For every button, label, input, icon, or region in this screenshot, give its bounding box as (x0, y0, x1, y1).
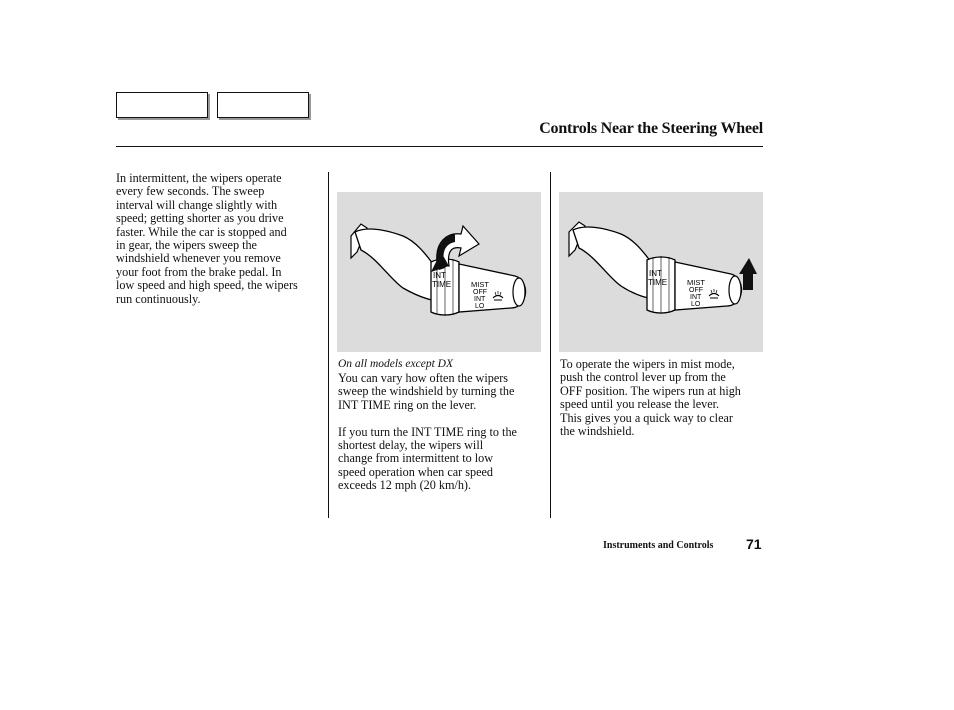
middle-column-text: You can vary how often the wipers sweep the windshield by turning the INT TIME ring on the lever. If you turn the INT TIME ring to the shortest delay, the wipers will change from intermittent to low speed operation when car speed exceeds 12 mph (20 km/h). (338, 371, 517, 493)
header-rule (116, 146, 763, 147)
knob-label-int: INT (690, 294, 702, 301)
up-arrow-icon (739, 258, 757, 290)
ring-label-time: TIME (648, 278, 668, 287)
column-divider-2 (550, 172, 551, 518)
knob-label-off: OFF (689, 287, 703, 294)
left-column-text: In intermittent, the wipers operate every few seconds. The sweep interval will change slightly with speed; getting shorter as you drive faster. While the car is stopped and in gear, the wipers sweep the windshield whenever you remove your foot from the brake pedal. In low speed and high speed, the wipers run continuously. (116, 171, 298, 306)
page-number: 71 (746, 536, 762, 552)
knob-label-mist: MIST (471, 280, 489, 289)
page-title: Controls Near the Steering Wheel (539, 120, 763, 137)
ring-label-time: TIME (432, 280, 452, 289)
wiper-lever-figure-int-time (337, 192, 541, 352)
knob-label-int: INT (474, 296, 486, 303)
nav-tab-box-1[interactable] (116, 92, 208, 118)
knob-label-off: OFF (473, 289, 487, 296)
knob-label-lo: LO (475, 303, 485, 310)
figure-caption: On all models except DX (338, 358, 453, 370)
wiper-lever-illustration (337, 192, 541, 352)
footer-section-title: Instruments and Controls (603, 540, 714, 551)
knob-label-lo: LO (691, 301, 701, 308)
ring-label-int: INT (433, 271, 446, 280)
right-column-text: To operate the wipers in mist mode, push the control lever up from the OFF position. The wipers run at high speed until you release the lever. This gives you a quick way to clear the windshield. (560, 357, 741, 439)
nav-tab-box-2[interactable] (217, 92, 309, 118)
wiper-lever-figure-mist (559, 192, 763, 352)
knob-label-mist: MIST (687, 278, 705, 287)
wiper-lever-illustration (559, 192, 763, 352)
ring-label-int: INT (649, 269, 662, 278)
column-divider-1 (328, 172, 329, 518)
